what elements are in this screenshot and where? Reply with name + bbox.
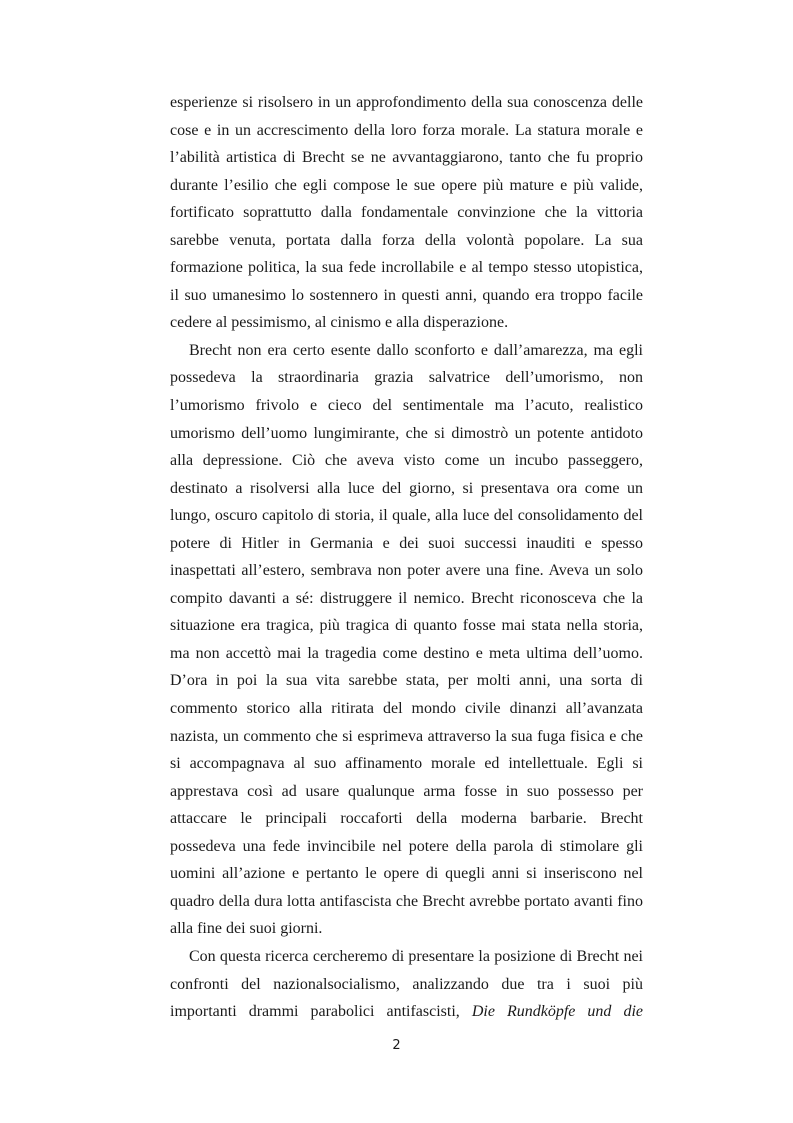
paragraph-2-line: compito davanti a sé: distruggere il nemico. Brecht riconosceva che la (170, 589, 643, 607)
paragraph-1-line: fortificato soprattutto dalla fondamentale convinzione che la vittoria (170, 204, 643, 222)
paragraph-2-line: l’umorismo frivolo e cieco del sentimentale ma l’acuto, realistico (170, 397, 643, 415)
body-text (170, 89, 643, 1026)
paragraph-1-line: il suo umanesimo lo sostennero in questi anni, quando era troppo facile (170, 286, 643, 304)
paragraph-2-line: lungo, oscuro capitolo di storia, il quale, alla luce del consolidamento del (170, 507, 643, 525)
paragraph-1-line: durante l’esilio che egli compose le sue opere più mature e più valide, (170, 176, 643, 194)
paragraph-2-line: attaccare le principali roccaforti della moderna barbarie. Brecht (170, 810, 643, 828)
paragraph-1-line: esperienze si risolsero in un approfondimento della sua conoscenza delle (170, 94, 643, 111)
paragraph-2-line: umorismo dell’uomo lungimirante, che si dimostrò un potente antidoto (170, 424, 643, 442)
paragraph-2-line: quadro della dura lotta antifascista che Brecht avrebbe portato avanti fino (170, 892, 643, 910)
paragraph-2-line: D’ora in poi la sua vita sarebbe stata, per molti anni, una sorta di (170, 672, 643, 690)
paragraph-2-line: ma non accettò mai la tragedia come destino e meta ultima dell’uomo. (170, 644, 643, 662)
paragraph-2-line: inaspettati all’estero, sembrava non poter avere una fine. Aveva un solo (170, 562, 643, 580)
paragraph-1-line: l’abilità artistica di Brecht se ne avvantaggiarono, tanto che fu proprio (170, 149, 643, 167)
paragraph-2-line: potere di Hitler in Germania e dei suoi successi inauditi e spesso (170, 534, 643, 552)
paragraph-2-line: Brecht non era certo esente dallo sconforto e dall’amarezza, ma egli (189, 341, 643, 359)
paragraph-2-line: destinato a risolversi alla luce del giorno, si presentava ora come un (170, 479, 643, 497)
paragraph-1-line: cose e in un accrescimento della loro forza morale. La statura morale e (170, 121, 643, 139)
paragraph-2-line: alla depressione. Ciò che aveva visto come un incubo passeggero, (170, 452, 643, 470)
paragraph-2-line: situazione era tragica, più tragica di quanto fosse mai stata nella storia, (170, 617, 643, 635)
paragraph-3-final-line (170, 998, 643, 1026)
paragraph-2-line: si accompagnava al suo affinamento morale ed intellettuale. Egli si (170, 755, 643, 773)
play-title-italic: Die Rundköpfe und die (471, 1003, 643, 1021)
paragraph-2-line: possedeva una fede invincibile nel potere della parola di stimolare gli (170, 837, 643, 855)
paragraph-1-line: formazione politica, la sua fede incrollabile e al tempo stesso utopistica, (170, 259, 643, 277)
paragraph-2-line: nazista, un commento che si esprimeva attraverso la sua fuga fisica e che (170, 727, 643, 745)
paragraph-2-line: commento storico alla ritirata del mondo civile dinanzi all’avanzata (170, 700, 643, 718)
paragraph-3-line: Con questa ricerca cercheremo di presentare la posizione di Brecht nei (189, 947, 643, 965)
paragraph-3-final-plain: importanti drammi parabolici antifascisti, (170, 1003, 460, 1021)
paragraph-2-line: uomini all’azione e pertanto le opere di quegli anni si inseriscono nel (170, 865, 643, 883)
paragraph-1-line: cedere al pessimismo, al cinismo e alla disperazione. (170, 314, 509, 332)
page-number: 2 (392, 1038, 401, 1053)
paragraph-2-line: alla fine dei suoi giorni. (170, 920, 323, 938)
paragraph-1-line: sarebbe venuta, portata dalla forza della volontà popolare. La sua (170, 231, 643, 249)
paragraph-2-line: possedeva la straordinaria grazia salvatrice dell’umorismo, non (170, 369, 643, 387)
paragraph-3-line: confronti del nazionalsocialismo, analizzando due tra i suoi più (170, 975, 643, 993)
paragraph-2-line: apprestava così ad usare qualunque arma fosse in suo possesso per (170, 782, 643, 800)
